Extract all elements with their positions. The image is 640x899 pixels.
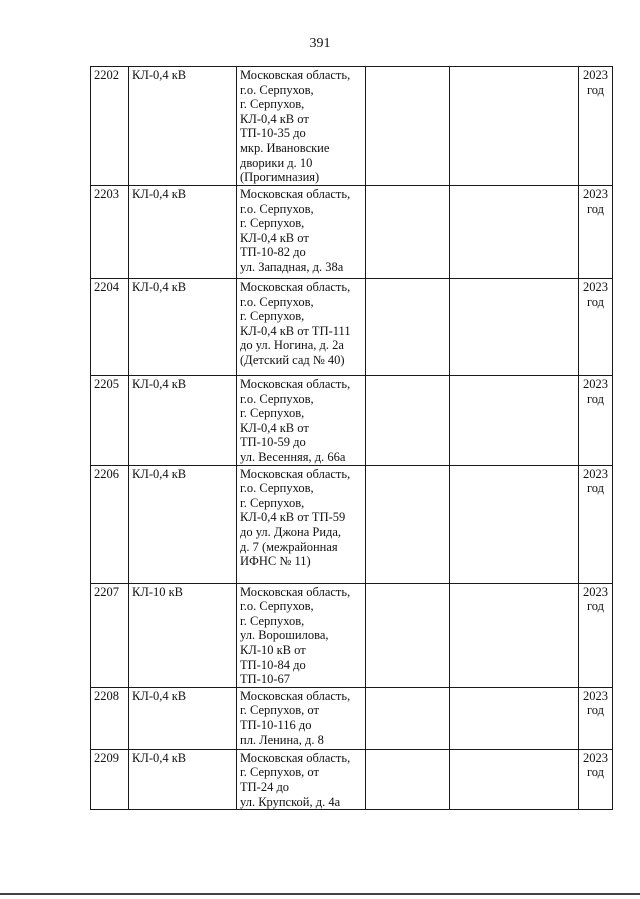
- address-line: г. Серпухов,: [240, 309, 305, 324]
- address-line: ТП-10-82 до: [240, 245, 306, 260]
- address-line: ТП-10-116 до: [240, 717, 312, 732]
- row-number-cell: 2204: [91, 279, 129, 376]
- line-type-cell: КЛ-0,4 кВ: [129, 67, 237, 186]
- year-line: 2023: [583, 750, 608, 765]
- address-line: г.о. Серпухов,: [240, 481, 314, 496]
- address-line: ТП-10-67: [240, 672, 290, 687]
- address-line: Московская область,: [240, 750, 351, 765]
- page-bottom-edge: [0, 893, 640, 895]
- address-line: ул. Ворошилова,: [240, 628, 329, 643]
- address-cell: [237, 465, 366, 583]
- address-line: КЛ-0,4 кВ от: [240, 111, 309, 126]
- address-line: г. Серпухов,: [240, 216, 305, 231]
- row-number-cell: 2205: [91, 376, 129, 466]
- address-line: Московская область,: [240, 187, 351, 201]
- year-line: 2023: [583, 280, 608, 294]
- address-line: г.о. Серпухов,: [240, 82, 314, 97]
- line-type-cell: КЛ-0,4 кВ: [129, 279, 237, 376]
- year-line: год: [586, 82, 605, 97]
- address-line: г. Серпухов,: [240, 613, 305, 628]
- address-cell: [237, 687, 366, 749]
- year-line: 2023: [583, 377, 608, 391]
- empty-cell: [450, 583, 579, 687]
- address-line: г.о. Серпухов,: [240, 599, 314, 614]
- address-cell: [237, 376, 366, 466]
- row-number-cell: 2203: [91, 186, 129, 279]
- year-line: год: [586, 599, 605, 614]
- address-line: ул. Западная, д. 38а: [240, 259, 344, 274]
- address-line: КЛ-0,4 кВ от ТП-59: [240, 510, 346, 525]
- year-line: год: [586, 294, 605, 309]
- line-type-cell: КЛ-0,4 кВ: [129, 186, 237, 279]
- address-line: Московская область,: [240, 280, 351, 294]
- table-row: [91, 279, 613, 376]
- address-line: КЛ-0,4 кВ от ТП-111: [240, 323, 351, 338]
- year-line: 2023: [583, 466, 608, 481]
- year-line: 2023: [583, 68, 608, 82]
- year-cell: [579, 376, 613, 466]
- address-cell: [237, 583, 366, 687]
- table-row: [91, 583, 613, 687]
- line-type-cell: КЛ-0,4 кВ: [129, 687, 237, 749]
- address-line: г. Серпухов,: [240, 406, 305, 421]
- year-line: 2023: [583, 584, 608, 599]
- row-number-cell: 2206: [91, 465, 129, 583]
- address-line: г.о. Серпухов,: [240, 391, 314, 406]
- registry-table: [90, 66, 613, 810]
- line-type-cell: КЛ-0,4 кВ: [129, 376, 237, 466]
- year-line: год: [586, 391, 605, 406]
- address-line: Московская область,: [240, 688, 351, 703]
- table-row: [91, 465, 613, 583]
- address-line: до ул. Джона Рида,: [240, 524, 342, 539]
- address-line: пл. Ленина, д. 8: [240, 732, 324, 747]
- address-line: г. Серпухов, от: [240, 703, 319, 718]
- address-line: ТП-10-84 до: [240, 657, 306, 672]
- year-line: год: [586, 703, 605, 718]
- year-line: 2023: [583, 187, 608, 201]
- address-line: Московская область,: [240, 466, 351, 481]
- address-cell: [237, 67, 366, 186]
- address-cell: [237, 279, 366, 376]
- year-cell: [579, 583, 613, 687]
- address-cell: [237, 186, 366, 279]
- empty-cell: [366, 186, 450, 279]
- year-cell: [579, 687, 613, 749]
- empty-cell: [366, 279, 450, 376]
- empty-cell: [450, 465, 579, 583]
- year-line: год: [586, 765, 605, 780]
- address-line: КЛ-0,4 кВ от: [240, 230, 309, 245]
- page-number: 391: [309, 36, 331, 51]
- address-line: (Прогимназия): [240, 170, 320, 185]
- address-line: Московская область,: [240, 377, 351, 391]
- address-line: д. 7 (межрайонная: [240, 539, 338, 554]
- address-line: мкр. Ивановские: [240, 140, 330, 155]
- year-line: 2023: [583, 688, 608, 703]
- empty-cell: [450, 186, 579, 279]
- table-row: [91, 687, 613, 749]
- empty-cell: [366, 376, 450, 466]
- address-line: КЛ-10 кВ от: [240, 642, 306, 657]
- empty-cell: [450, 376, 579, 466]
- address-line: ул. Весенняя, д. 66а: [240, 449, 346, 464]
- year-cell: [579, 67, 613, 186]
- address-line: г. Серпухов,: [240, 495, 305, 510]
- row-number-cell: 2207: [91, 583, 129, 687]
- address-line: КЛ-0,4 кВ от: [240, 420, 309, 435]
- empty-cell: [450, 687, 579, 749]
- empty-cell: [366, 583, 450, 687]
- address-line: ТП-24 до: [240, 779, 290, 794]
- row-number-cell: 2202: [91, 67, 129, 186]
- empty-cell: [450, 67, 579, 186]
- table-row: [91, 67, 613, 186]
- row-number-cell: 2209: [91, 749, 129, 809]
- year-cell: [579, 465, 613, 583]
- year-line: год: [586, 481, 605, 496]
- empty-cell: [366, 687, 450, 749]
- empty-cell: [450, 279, 579, 376]
- line-type-cell: КЛ-0,4 кВ: [129, 749, 237, 809]
- address-line: ул. Крупской, д. 4а: [240, 794, 341, 809]
- year-cell: [579, 749, 613, 809]
- address-line: до ул. Ногина, д. 2а: [240, 338, 344, 353]
- year-cell: [579, 186, 613, 279]
- address-line: г.о. Серпухов,: [240, 201, 314, 216]
- empty-cell: [366, 465, 450, 583]
- empty-cell: [366, 749, 450, 809]
- address-cell: [237, 749, 366, 809]
- address-line: г. Серпухов,: [240, 97, 305, 112]
- empty-cell: [366, 67, 450, 186]
- table-row: [91, 749, 613, 809]
- address-line: ТП-10-59 до: [240, 435, 306, 450]
- address-line: ТП-10-35 до: [240, 126, 306, 141]
- year-line: год: [586, 201, 605, 216]
- address-line: (Детский сад № 40): [240, 352, 345, 367]
- address-line: ИФНС № 11): [240, 554, 311, 569]
- year-cell: [579, 279, 613, 376]
- registry-table-body: [91, 67, 613, 810]
- line-type-cell: КЛ-10 кВ: [129, 583, 237, 687]
- row-number-cell: 2208: [91, 687, 129, 749]
- table-row: [91, 186, 613, 279]
- table-row: [91, 376, 613, 466]
- address-line: Московская область,: [240, 68, 351, 82]
- address-line: Московская область,: [240, 584, 351, 599]
- line-type-cell: КЛ-0,4 кВ: [129, 465, 237, 583]
- empty-cell: [450, 749, 579, 809]
- address-line: г.о. Серпухов,: [240, 294, 314, 309]
- address-line: г. Серпухов, от: [240, 765, 319, 780]
- address-line: дворики д. 10: [240, 155, 313, 170]
